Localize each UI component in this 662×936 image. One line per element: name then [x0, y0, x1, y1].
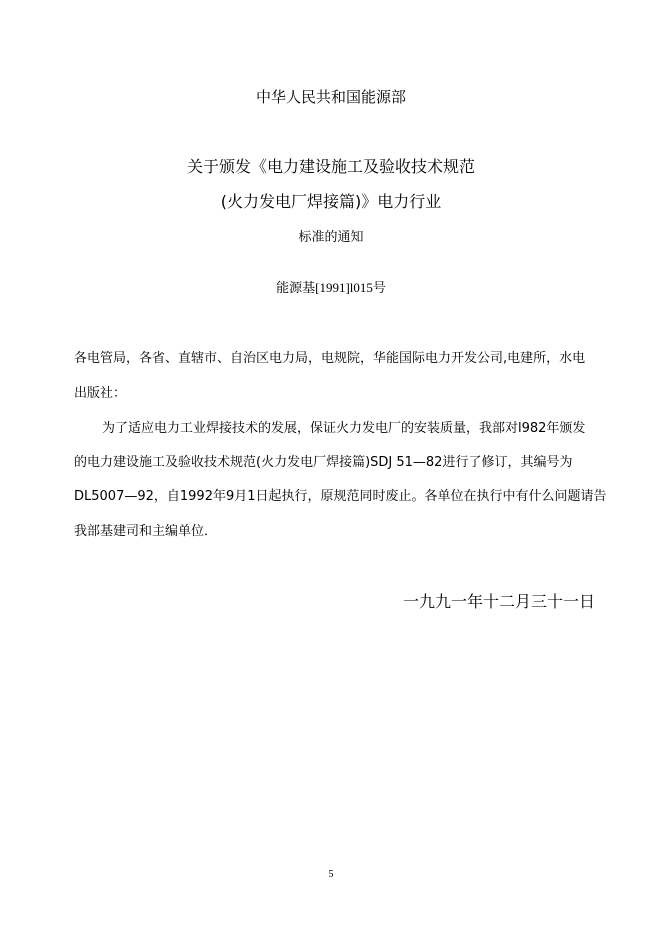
- notice-title-line-3: 标准的通知: [298, 230, 364, 245]
- body-paragraph-line-1: 为了适应电力工业焊接技术的发展，保证火力发电厂的安装质量，我部对l982年颁发: [102, 421, 586, 436]
- addressee-line-2: 出版社：: [74, 386, 127, 401]
- notice-title-line-2: (火力发电厂焊接篇)》电力行业: [220, 192, 442, 211]
- document-number: 能源基[1991]l015号: [276, 280, 386, 295]
- addressee-line-1: 各电管局，各省、直辖市、自治区电力局，电规院，华能国际电力开发公司,电建所，水电: [74, 351, 586, 366]
- page-number: 5: [328, 869, 334, 880]
- body-paragraph-line-2: 的电力建设施工及验收技术规范(火力发电厂焊接篇)SDJ 51—82进行了修订，其编号为: [74, 455, 573, 470]
- body-paragraph-line-4: 我部基建司和主编单位．: [74, 524, 218, 539]
- issuing-ministry: 中华人民共和国能源部: [255, 88, 406, 106]
- body-paragraph-line-3: DL5007—92，自1992年9月1日起执行，原规范同时废止。各单位在执行中有什么问题请告: [74, 489, 607, 504]
- notice-title-line-1: 关于颁发《电力建设施工及验收技术规范: [186, 157, 475, 176]
- issue-date: 一九九一年十二月三十一日: [403, 592, 596, 611]
